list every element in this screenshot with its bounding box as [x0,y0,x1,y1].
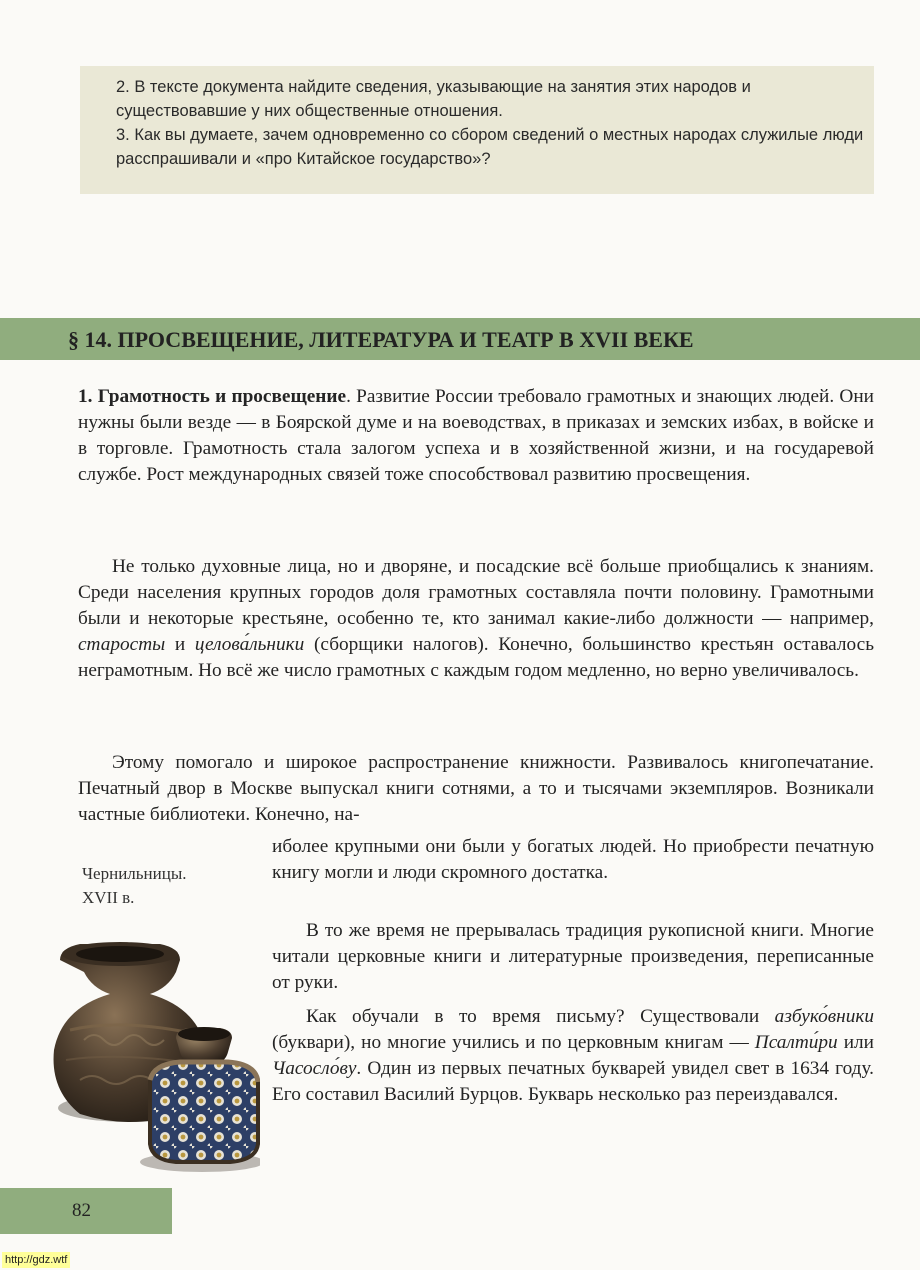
inkwells-illustration [30,930,260,1180]
paragraph-2-text-c: (сборщики налогов). Конечно, большинство крестьян оставалось неграмотным. Но всё же число грамотных с каждым годом медленно, но верно увеличивалось. [78,634,874,681]
caption-title: Чернильницы. [82,864,187,883]
illustration-caption [82,862,252,910]
page-number-box [0,1188,172,1234]
paragraph-5-text-b: (буквари), но многие учились и по церковным книгам — [272,1032,755,1053]
paragraph-3 [78,750,874,828]
paragraph-4-text: В то же время не прерывалась традиция рукописной книги. Многие читали церковные книги и литературные произведения, переписанные от руки. [272,920,874,993]
subsection-heading: 1. Грамотность и просвещение [78,386,347,407]
paragraph-1-text: . Развитие России требовало грамотных и знающих людей. Они нужны были везде — в Боярской думе и на воеводствах, в приказах и земских избах, в войске и в торговле. Грамотность стала залогом успеха и в хозяйственной жизни, и на государевой службе. Рост международных связей тоже способствовал развитию просвещения. [78,386,874,485]
paragraph-3-text: Этому помогало и широкое распространение книжности. Развивалось книгопечатание. Печатный двор в Москве выпускал книги сотнями, а то и тысячами экземпляров. Возникали частные библиотеки. Конечно, на- [78,752,874,825]
question-2: 2. В тексте документа найдите сведения, указывающие на занятия этих народов и существовавшие у них общественные отношения. [116,78,751,120]
section-header [0,318,920,360]
paragraph-5-text-c: или [837,1032,874,1053]
term-tselovalniki: целова́льники [194,634,305,655]
term-psaltir: Псалти́ри [754,1032,838,1053]
term-starosty: старосты [78,634,166,655]
watermark-link[interactable]: http://gdz.wtf [2,1252,70,1268]
paragraph-3-continued [272,834,874,886]
questions-box [80,66,874,194]
caption-date: XVII в. [82,888,135,907]
paragraph-2-text-a: Не только духовные лица, но и дворяне, и посадские всё больше приобщались к знаниям. Среди населения крупных городов доля грамотных составляла почти половину. Грамотными были и некоторые крестьяне, особенно те, кто занимал какие-либо должности — например, [78,556,874,629]
question-3: 3. Как вы думаете, зачем одновременно со сбором сведений о местных народах служилые люди расспрашивали и «про Китайское государство»? [116,126,864,168]
page-number: 82 [72,1200,91,1221]
paragraph-3-text-rest: иболее крупными они были у богатых людей. Но приобрести печатную книгу могли и люди скромного достатка. [272,836,874,883]
paragraph-5 [272,1004,874,1108]
paragraph-1 [78,384,874,488]
paragraph-5-text-d: . Один из первых печатных букварей увидел свет в 1634 году. Его составил Василий Бурцов. Букварь несколько раз переиздавался. [272,1058,874,1105]
paragraph-2-text-b: и [165,634,195,655]
section-title: § 14. ПРОСВЕЩЕНИЕ, ЛИТЕРАТУРА И ТЕАТР В XVII ВЕКЕ [68,327,694,352]
paragraph-5-text-a: Как обучали в то время письму? Существовали [306,1006,775,1027]
term-azbukovniki: азбуко́вники [774,1006,874,1027]
term-chasoslov: Часосло́ву [272,1058,357,1079]
paragraph-2 [78,554,874,684]
paragraph-4 [272,918,874,996]
